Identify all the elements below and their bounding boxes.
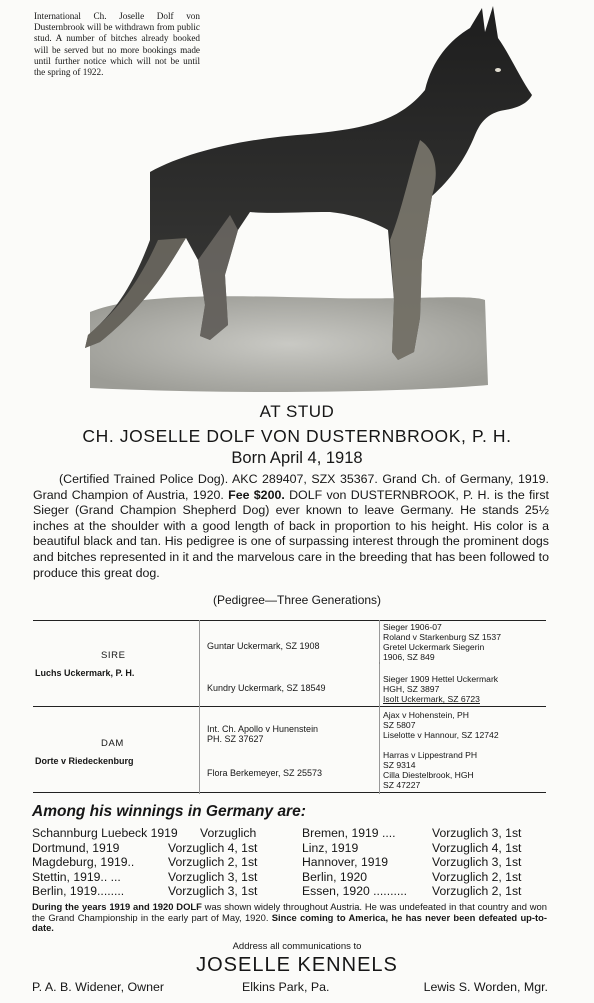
award: Vorzuglich 4, 1st (168, 840, 258, 855)
award: Vorzuglich 2, 1st (432, 869, 522, 884)
winnings-row (32, 841, 294, 856)
award: Vorzuglich 3, 1st (168, 884, 258, 899)
dam-label: DAM (101, 738, 124, 749)
dam-name: Dorte v Riedeckenburg (35, 756, 134, 766)
birth-date: Born April 4, 1918 (231, 449, 363, 467)
sire-name: Luchs Uckermark, P. H. (35, 668, 135, 678)
award: Vorzuglich 3, 1st (168, 869, 258, 884)
pedigree-divider-1 (199, 620, 200, 794)
winnings-row (32, 826, 294, 841)
dog-photo (80, 0, 550, 395)
award: Vorzuglich 3, 1st (432, 855, 522, 870)
address-line: Address all communications to (232, 941, 362, 952)
dam-dam-sire-reg: SZ 9314 (383, 760, 416, 770)
footnote-lead: During the years 1919 and 1920 DOLF (32, 901, 202, 912)
show-name: Hannover, 1919 (302, 855, 389, 870)
pedigree-table (33, 620, 546, 794)
award: Vorzuglich 3, 1st (432, 826, 522, 840)
dam-dam-dam-reg: SZ 47227 (383, 780, 421, 790)
dam-sire: Int. Ch. Apollo v Hunenstein (207, 724, 319, 734)
footnote-body: was shown widely throughout Austria. He was undefeated in that country and won the Grand Championship in the early part of May, 1920. (32, 901, 547, 923)
show-name: Magdeburg, 1919.. (32, 855, 135, 870)
sire-sire-dam: Gretel Uckermark Siegerin (383, 642, 485, 652)
show-name: Bremen, 1919 .... (302, 826, 396, 840)
show-name: Dortmund, 1919 (32, 840, 120, 855)
withdrawal-notice: International Ch. Joselle Dolf von Dusternbrook will be withdrawn from public stud. A number of bitches already booked will be served but no more bookings made until further notice which will not be until the spring of 1922. (34, 11, 200, 78)
dog-eye (495, 68, 501, 72)
sire-dam-dam: Isolt Uckermark, SZ 6723 (383, 694, 480, 704)
sire-dam-sire-reg: HGH, SZ 3897 (383, 684, 440, 694)
award: Vorzuglich (200, 826, 257, 840)
award: Vorzuglich 2, 1st (432, 884, 522, 899)
at-stud-heading: AT STUD (259, 402, 335, 421)
award: Vorzuglich 4, 1st (432, 840, 522, 855)
pedigree-bottom-rule (33, 792, 546, 793)
winnings-row (302, 841, 548, 856)
sire-label: SIRE (101, 650, 126, 661)
sire-sire: Guntar Uckermark, SZ 1908 (207, 641, 320, 651)
dam-sire-dam: Liselotte v Hannour, SZ 12742 (383, 730, 499, 740)
pedigree-middle-rule (33, 706, 546, 707)
photo-ground (90, 296, 488, 392)
career-footnote (32, 902, 547, 934)
sire-dam-sire: Sieger 1909 Hettel Uckermark (383, 674, 499, 684)
description-text: (Certified Trained Police Dog). AKC 289407, SZX 35367. Grand Ch. of Germany, 1919. Grand Champion of Austria, 1920. (33, 472, 549, 502)
stud-fee: Fee $200. (228, 487, 285, 502)
dam-dam: Flora Berkemeyer, SZ 25573 (207, 768, 323, 778)
winnings-row (302, 870, 548, 885)
description-text-continued: DOLF von DUSTERNBROOK, P. H. is the first Sieger (Grand Champion Shepherd Dog) ever known to leave Germany. He stands 25½ inches at the shoulder with a good length of back in proportion to his height. His color is a beautiful black and tan. His pedigree is one of surpassing interest through the prominent dogs and bitches represented in it and the marvelous care in the breeding that has been followed to produce this great dog. (33, 487, 549, 580)
pedigree-divider-2 (379, 620, 380, 794)
manager: Lewis S. Worden, Mgr. (423, 980, 548, 994)
dog-name-title: CH. JOSELLE DOLF VON DUSTERNBROOK, P. H. (82, 426, 512, 446)
show-name: Linz, 1919 (302, 840, 359, 855)
dam-sire-sire: Ajax v Hohenstein, PH (383, 710, 469, 720)
sire-sire-sire: Roland v Starkenburg SZ 1537 (383, 632, 501, 642)
winnings-list-left (32, 826, 294, 899)
show-name: Berlin, 1919........ (32, 884, 125, 899)
show-name: Berlin, 1920 (302, 869, 368, 884)
dam-sire-reg: PH. SZ 37627 (207, 734, 264, 744)
pedigree-top-rule (33, 620, 546, 621)
winnings-heading: Among his winnings in Germany are: (32, 803, 306, 820)
show-name: Essen, 1920 .......... (302, 884, 408, 899)
description-paragraph (33, 472, 549, 581)
show-name: Schannburg Luebeck 1919 (32, 826, 178, 840)
sire-sire-dam-reg: 1906, SZ 849 (383, 652, 435, 662)
pedigree-caption: (Pedigree—Three Generations) (212, 593, 382, 607)
winnings-row (32, 855, 294, 870)
sire-sire-sire-title: Sieger 1906-07 (383, 622, 442, 632)
winnings-list-right (302, 826, 548, 899)
kennel-name: JOSELLE KENNELS (196, 954, 398, 976)
award: Vorzuglich 2, 1st (168, 855, 258, 870)
location: Elkins Park, Pa. (242, 980, 330, 994)
dam-dam-dam: Cilla Diestelbrook, HGH (383, 770, 474, 780)
footnote-tail: Since coming to America, he has never been defeated up-to-date. (32, 911, 547, 934)
dam-sire-sire-reg: SZ 5807 (383, 720, 416, 730)
winnings-row (302, 826, 548, 841)
winnings-row (32, 884, 294, 899)
show-name: Stettin, 1919.. ... (32, 869, 121, 884)
winnings-row (302, 884, 548, 899)
winnings-row (302, 855, 548, 870)
winnings-row (32, 870, 294, 885)
sire-dam: Kundry Uckermark, SZ 18549 (207, 683, 326, 693)
dam-dam-sire: Harras v Lippestrand PH (383, 750, 478, 760)
owner: P. A. B. Widener, Owner (32, 980, 164, 994)
